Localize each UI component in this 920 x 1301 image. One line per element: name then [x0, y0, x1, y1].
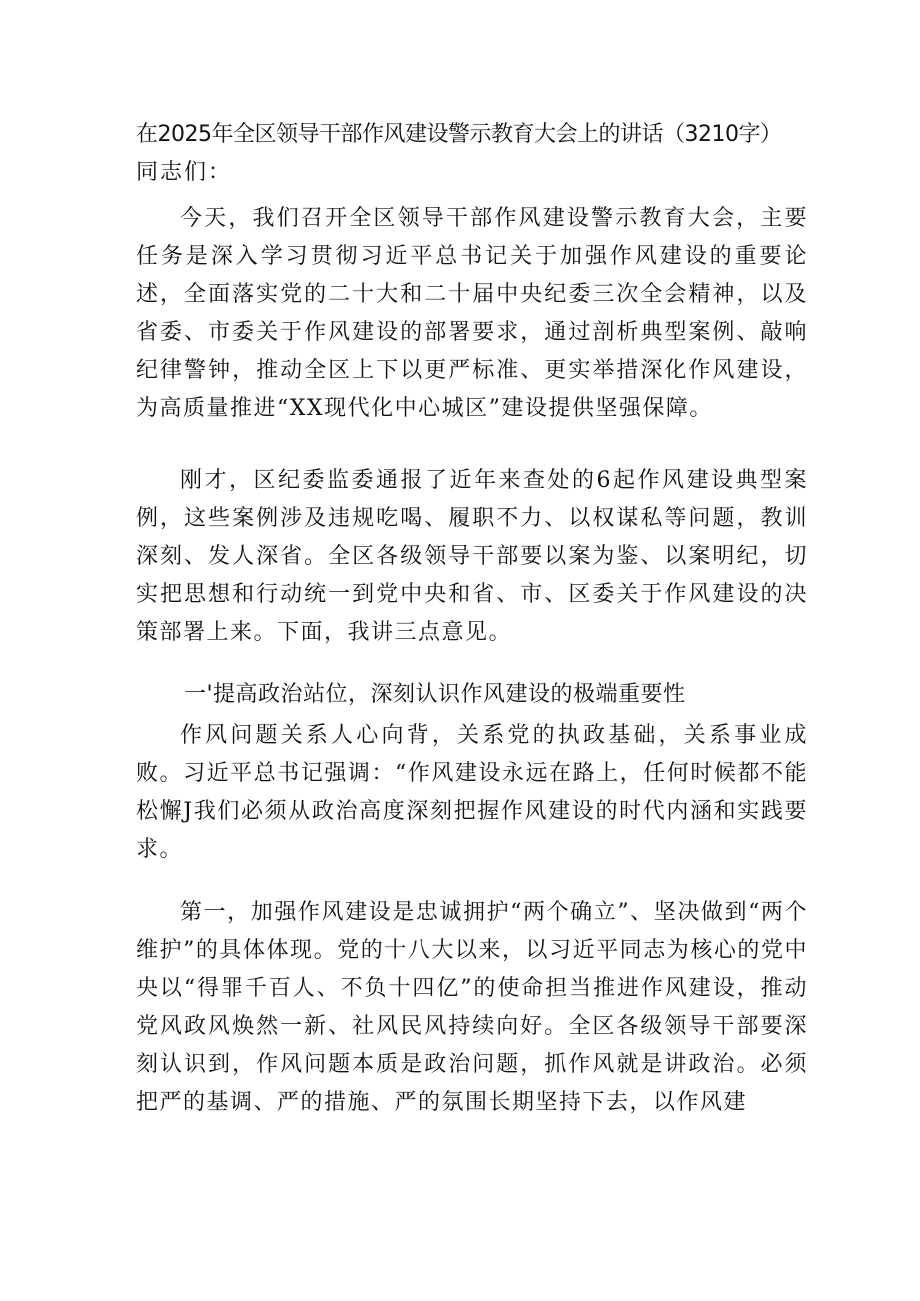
paragraph-opening: 今天，我们召开全区领导干部作风建设警示教育大会，主要任务是深入学习贯彻习近平总书记关于加强作风建设的重要论述，全面落实党的二十大和二十届中央纪委三次全会精神，以及省委、市委关于作风建设的部署要求，通过剖析典型案例、敲响纪律警钟，推动全区上下以更严标准、更实举措深化作风建设，为高质量推进“XX现代化中心城区”建设提供坚强保障。 — [136, 206, 808, 421]
paragraph-section-intro: 作风问题关系人心向背，关系党的执政基础，关系事业成败。习近平总书记强调：“作风建设永远在路上，任何时候都不能松懈J我们必须从政治高度深刻把握作风建设的时代内涵和实践要求。 — [136, 723, 808, 862]
paragraph-point-one: 第一，加强作风建设是忠诚拥护“两个确立”、坚决做到“两个维护”的具体体现。党的十八大以来，以习近平同志为核心的党中央以“得罪千百人、不负十四亿”的使命担当推进作风建设，推动党风政风焕然一新、社风民风持续向好。全区各级领导干部要深刻认识到，作风问题本质是政治问题，抓作风就是讲政治。必须把严的基调、严的措施、严的氛围长期坚持下去，以作风建 — [136, 900, 808, 1115]
document-title: 在2025年全区领导干部作风建设警示教育大会上的讲话（3210字） — [136, 122, 782, 147]
paragraph-cases: 刚才，区纪委监委通报了近年来查处的6起作风建设典型案例，这些案例涉及违规吃喝、履职不力、以权谋私等问题，教训深刻、发人深省。全区各级领导干部要以案为鉴、以案明纪，切实把思想和行动统一到党中央和省、市、区委关于作风建设的决策部署上来。下面，我讲三点意见。 — [136, 468, 808, 645]
section-heading: 一'提高政治站位，深刻认识作风建设的极端重要性 — [184, 682, 686, 707]
salutation: 同志们： — [136, 160, 233, 185]
